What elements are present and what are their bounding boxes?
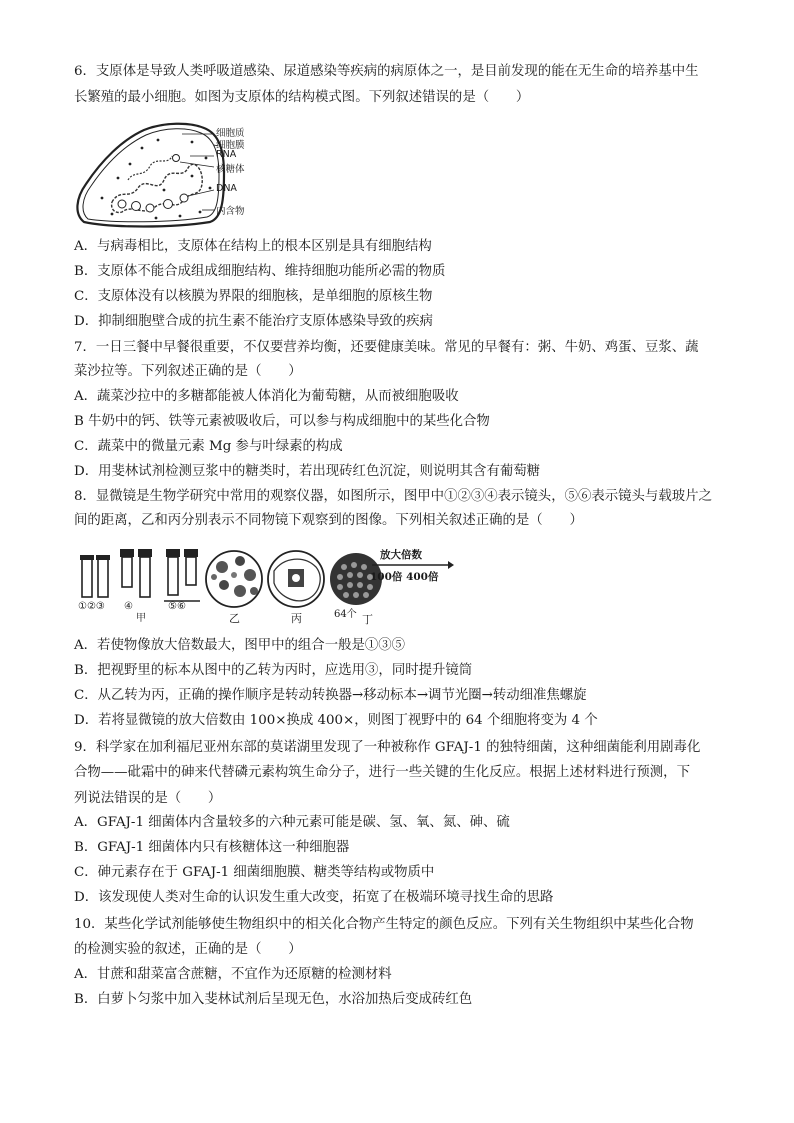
label-dna: DNA	[216, 183, 237, 194]
q9-stem-cont: 合物——砒霜中的砷来代替磷元素构筑生命分子，进行一些关键的生化反应。根据上述材料进行预测，下	[74, 765, 690, 780]
q9-option-a: A．GFAJ-1 细菌体内含量较多的六种元素可能是碳、氢、氧、氮、砷、硫	[74, 815, 510, 830]
q9-option-c: C．砷元素存在于 GFAJ-1 细菌细胞膜、糖类等结构或物质中	[74, 865, 435, 880]
q7-option-a: A．蔬菜沙拉中的多糖都能被人体消化为葡萄糖，从而被细胞吸收	[74, 389, 459, 404]
q6-option-d: D．抑制细胞壁合成的抗生素不能治疗支原体感染导致的疾病	[74, 314, 433, 329]
q8-stem: 8．显微镜是生物学研究中常用的观察仪器，如图所示，图甲中①②③④表示镜头，⑤⑥表示镜头与载玻片之	[74, 489, 712, 504]
q7-option-c: C．蔬菜中的微量元素 Mg 参与叶绿素的构成	[74, 439, 343, 454]
panel-label-jia: 甲	[136, 613, 146, 624]
microscope-figure	[74, 543, 454, 625]
label-cell-membrane: 细胞膜	[216, 140, 245, 151]
lens-label-123: ①②③	[78, 601, 105, 612]
q8-option-b: B．把视野里的标本从图中的乙转为丙时，应选用③，同时提升镜筒	[74, 663, 473, 678]
q8-option-d: D．若将显微镜的放大倍数由 100×换成 400×，则图丁视野中的 64 个细胞将变为 4 个	[74, 713, 598, 728]
q9-stem-cont2: 列说法错误的是（ ）	[74, 791, 222, 806]
panel-label-ding: 丁	[362, 613, 373, 626]
q7-stem-cont: 菜沙拉等。下列叙述正确的是（ ）	[74, 364, 302, 379]
q9-option-b: B．GFAJ-1 细菌体内只有核糖体这一种细胞器	[74, 840, 350, 855]
q7-option-b: B 牛奶中的钙、铁等元素被吸收后，可以参与构成细胞中的某些化合物	[74, 414, 490, 429]
lens-label-4: ④	[124, 601, 133, 612]
arrow-label: 放大倍数	[380, 549, 422, 561]
q6-option-c: C．支原体没有以核膜为界限的细胞核，是单细胞的原核生物	[74, 289, 433, 304]
q10-stem: 10．某些化学试剂能够使生物组织中的相关化合物产生特定的颜色反应。下列有关生物组织中某些化合物	[74, 917, 694, 932]
q9-option-d: D．该发现使人类对生命的认识发生重大改变，拓宽了在极端环境寻找生命的思路	[74, 890, 554, 905]
q6-stem-cont: 长繁殖的最小细胞。如图为支原体的结构模式图。下列叙述错误的是（ ）	[74, 90, 530, 105]
q10-option-a: A．甘蔗和甜菜富含蔗糖，不宜作为还原糖的检测材料	[74, 967, 392, 982]
panel-label-yi: 乙	[229, 612, 240, 625]
label-cytoplasm: 细胞质	[216, 128, 245, 139]
q6-stem: 6．支原体是导致人类呼吸道感染、尿道感染等疾病的病原体之一，是目前发现的能在无生命的培养基中生	[74, 64, 699, 79]
q7-option-d: D．用斐林试剂检测豆浆中的糖类时，若出现砖红色沉淀，则说明其含有葡萄糖	[74, 464, 541, 479]
label-ribosome: 核糖体	[216, 164, 245, 175]
count-label: 64个	[334, 609, 357, 620]
label-inclusion: 内含物	[216, 206, 245, 217]
q6-option-a: A．与病毒相比，支原体在结构上的根本区别是具有细胞结构	[74, 239, 432, 254]
lens-label-56: ⑤⑥	[168, 601, 186, 612]
magnification-label: 100倍 400倍	[370, 571, 439, 583]
mycoplasma-diagram	[72, 118, 262, 234]
q8-option-a: A．若使物像放大倍数最大，图甲中的组合一般是①③⑤	[74, 638, 406, 653]
q10-option-b: B．白萝卜匀浆中加入斐林试剂后呈现无色，水浴加热后变成砖红色	[74, 992, 473, 1007]
q8-stem-cont: 间的距离，乙和丙分别表示不同物镜下观察到的图像。下列相关叙述正确的是（ ）	[74, 513, 583, 528]
q9-stem: 9．科学家在加利福尼亚州东部的莫诺湖里发现了一种被称作 GFAJ-1 的独特细菌，这种细菌能利用剧毒化	[74, 740, 701, 755]
q6-option-b: B．支原体不能合成组成细胞结构、维持细胞功能所必需的物质	[74, 264, 446, 279]
q8-option-c: C．从乙转为丙，正确的操作顺序是转动转换器→移动标本→调节光圈→转动细准焦螺旋	[74, 688, 587, 703]
label-rna: RNA	[216, 149, 237, 160]
q7-stem: 7．一日三餐中早餐很重要，不仅要营养均衡，还要健康美味。常见的早餐有：粥、牛奶、鸡蛋、豆浆、蔬	[74, 340, 699, 355]
q10-stem-cont: 的检测实验的叙述，正确的是（ ）	[74, 942, 302, 957]
panel-label-bing: 丙	[291, 612, 302, 625]
